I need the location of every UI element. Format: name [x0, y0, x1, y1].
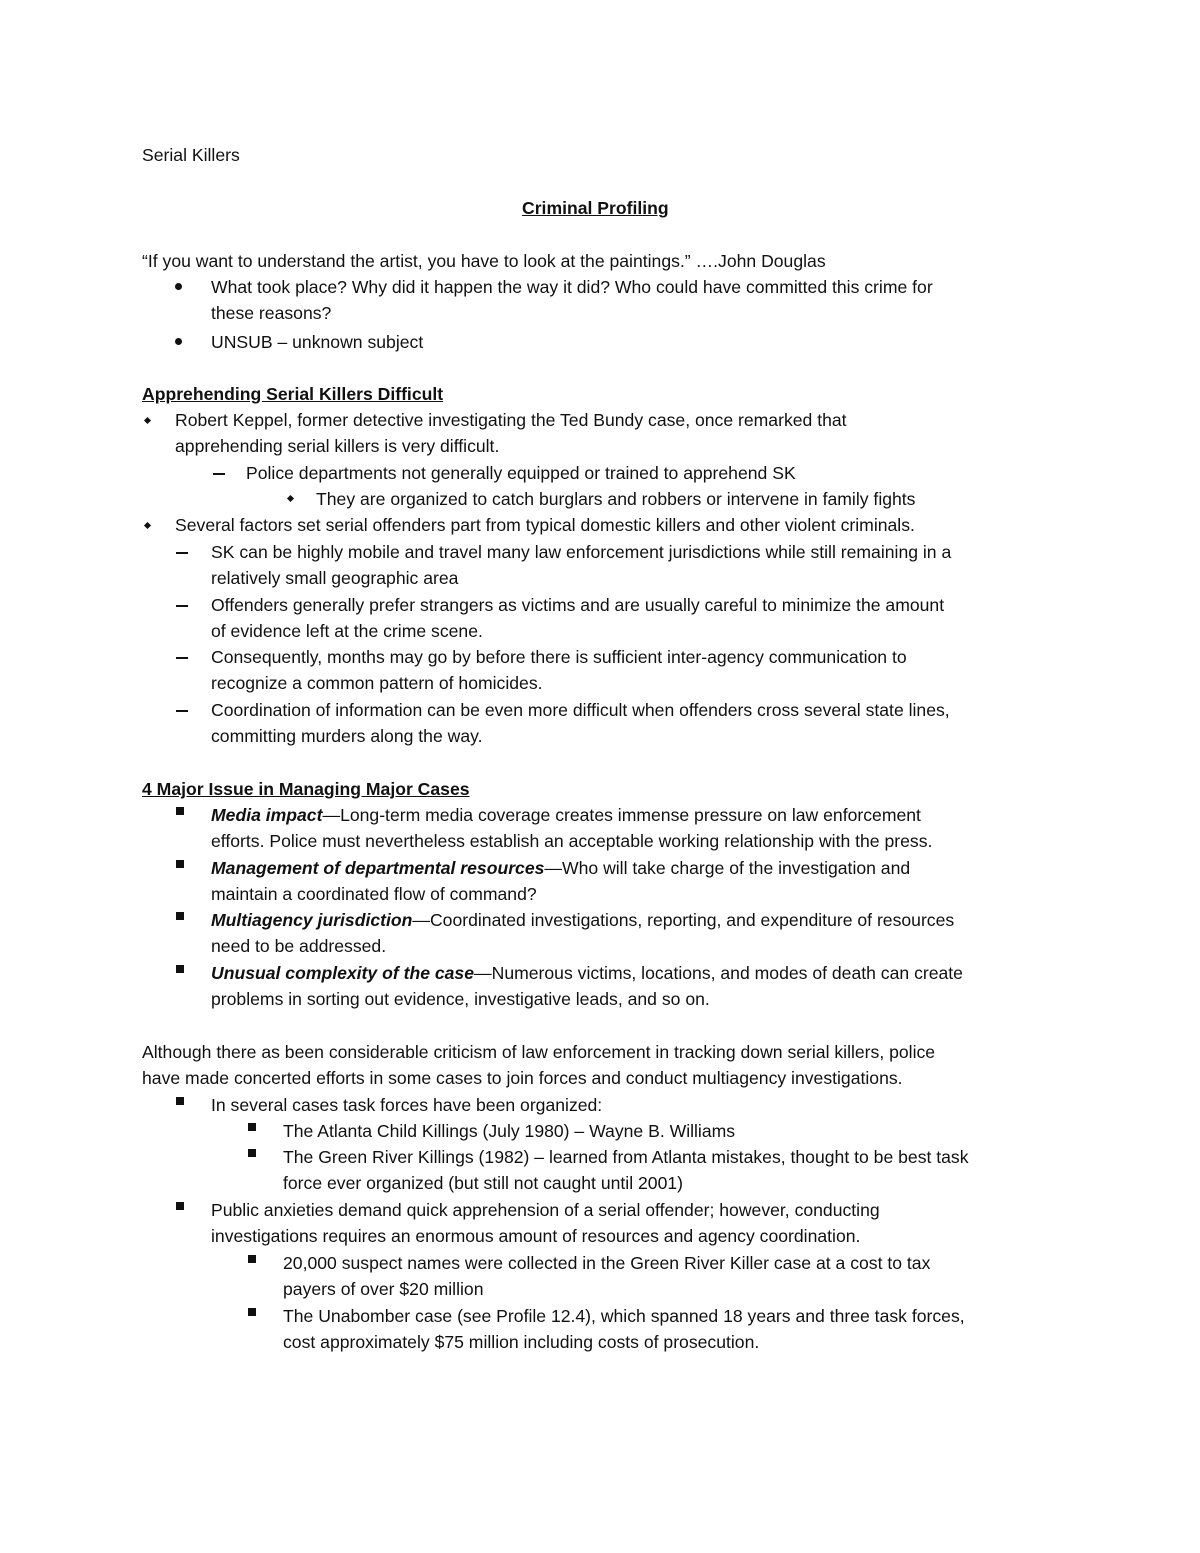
bullet-dash-icon	[213, 473, 225, 475]
list-item: Police departments not generally equipped or trained to apprehend SK	[246, 463, 796, 483]
list-item-continuation: investigations requires an enormous amount of resources and agency coordination.	[211, 1226, 861, 1246]
list-item: SK can be highly mobile and travel many law enforcement jurisdictions while still remaining in a	[211, 542, 952, 562]
bullet-square-icon	[248, 1255, 256, 1263]
list-item: Coordination of information can be even more difficult when offenders cross several state lines,	[211, 700, 950, 720]
quote-line: “If you want to understand the artist, you have to look at the paintings.” ….John Douglas	[142, 251, 826, 271]
list-item	[211, 802, 921, 828]
bullet-diamond-icon	[144, 417, 151, 424]
bullet-dash-icon	[176, 552, 188, 554]
list-item: Consequently, months may go by before there is sufficient inter-agency communication to	[211, 647, 907, 667]
issue-term: Media impact	[211, 805, 323, 825]
list-item: 20,000 suspect names were collected in the Green River Killer case at a cost to tax	[283, 1253, 931, 1273]
list-item-continuation: committing murders along the way.	[211, 726, 483, 746]
issue-text: —Numerous victims, locations, and modes of death can create	[474, 963, 963, 983]
list-item-continuation: cost approximately $75 million including costs of prosecution.	[283, 1332, 760, 1352]
list-item: Offenders generally prefer strangers as victims and are usually careful to minimize the amount	[211, 595, 945, 615]
bullet-diamond-icon	[144, 522, 151, 529]
bullet-dot-icon	[175, 338, 182, 345]
section-heading-major-issues: 4 Major Issue in Managing Major Cases	[142, 779, 470, 799]
list-item-continuation: these reasons?	[211, 303, 332, 323]
list-item: What took place? Why did it happen the way it did? Who could have committed this crime for	[211, 277, 933, 297]
list-item-continuation: relatively small geographic area	[211, 568, 459, 588]
list-item-continuation: payers of over $20 million	[283, 1279, 484, 1299]
list-item: In several cases task forces have been organized:	[211, 1095, 603, 1115]
list-item-continuation: maintain a coordinated flow of command?	[211, 884, 537, 904]
list-item-continuation: of evidence left at the crime scene.	[211, 621, 483, 641]
bullet-square-icon	[176, 807, 184, 815]
document-header: Serial Killers	[142, 145, 240, 165]
issue-text: —Long-term media coverage creates immense pressure on law enforcement	[322, 805, 921, 825]
bullet-square-icon	[176, 912, 184, 920]
page-title: Criminal Profiling	[522, 198, 669, 218]
list-item-continuation: problems in sorting out evidence, investigative leads, and so on.	[211, 989, 710, 1009]
bullet-square-icon	[176, 965, 184, 973]
list-item-continuation: force ever organized (but still not caught until 2001)	[283, 1173, 684, 1193]
bullet-dash-icon	[176, 657, 188, 659]
bullet-square-icon	[248, 1149, 256, 1157]
list-item-continuation: apprehending serial killers is very difficult.	[175, 436, 500, 456]
list-item: The Green River Killings (1982) – learned from Atlanta mistakes, thought to be best task	[283, 1147, 969, 1167]
list-item-continuation: recognize a common pattern of homicides.	[211, 673, 543, 693]
list-item-continuation: efforts. Police must nevertheless establish an acceptable working relationship with the press.	[211, 831, 933, 851]
bullet-dash-icon	[176, 710, 188, 712]
list-item-continuation: need to be addressed.	[211, 936, 387, 956]
list-item	[211, 855, 910, 881]
issue-term: Multiagency jurisdiction	[211, 910, 413, 930]
list-item: Public anxieties demand quick apprehension of a serial offender; however, conducting	[211, 1200, 880, 1220]
list-item: The Unabomber case (see Profile 12.4), which spanned 18 years and three task forces,	[283, 1306, 965, 1326]
issue-term: Unusual complexity of the case	[211, 963, 475, 983]
list-item: They are organized to catch burglars and robbers or intervene in family fights	[316, 489, 916, 509]
section-heading-apprehending: Apprehending Serial Killers Difficult	[142, 384, 444, 404]
paragraph-line: have made concerted efforts in some cases to join forces and conduct multiagency investigations.	[142, 1068, 903, 1088]
list-item	[211, 907, 954, 933]
bullet-dash-icon	[176, 605, 188, 607]
bullet-square-icon	[248, 1123, 256, 1131]
issue-text: —Coordinated investigations, reporting, and expenditure of resources	[412, 910, 955, 930]
list-item	[211, 960, 963, 986]
bullet-square-icon	[176, 1202, 184, 1210]
issue-term: Management of departmental resources	[211, 858, 545, 878]
bullet-diamond-icon	[287, 495, 294, 502]
issue-text: —Who will take charge of the investigation and	[544, 858, 911, 878]
list-item: Several factors set serial offenders part from typical domestic killers and other violent criminals.	[175, 515, 915, 535]
list-item: UNSUB – unknown subject	[211, 332, 424, 352]
bullet-square-icon	[176, 860, 184, 868]
list-item: Robert Keppel, former detective investigating the Ted Bundy case, once remarked that	[175, 410, 847, 430]
paragraph-line: Although there as been considerable criticism of law enforcement in tracking down serial killers, police	[142, 1042, 936, 1062]
bullet-square-icon	[176, 1097, 184, 1105]
bullet-dot-icon	[175, 283, 182, 290]
bullet-square-icon	[248, 1308, 256, 1316]
list-item: The Atlanta Child Killings (July 1980) – Wayne B. Williams	[283, 1121, 736, 1141]
